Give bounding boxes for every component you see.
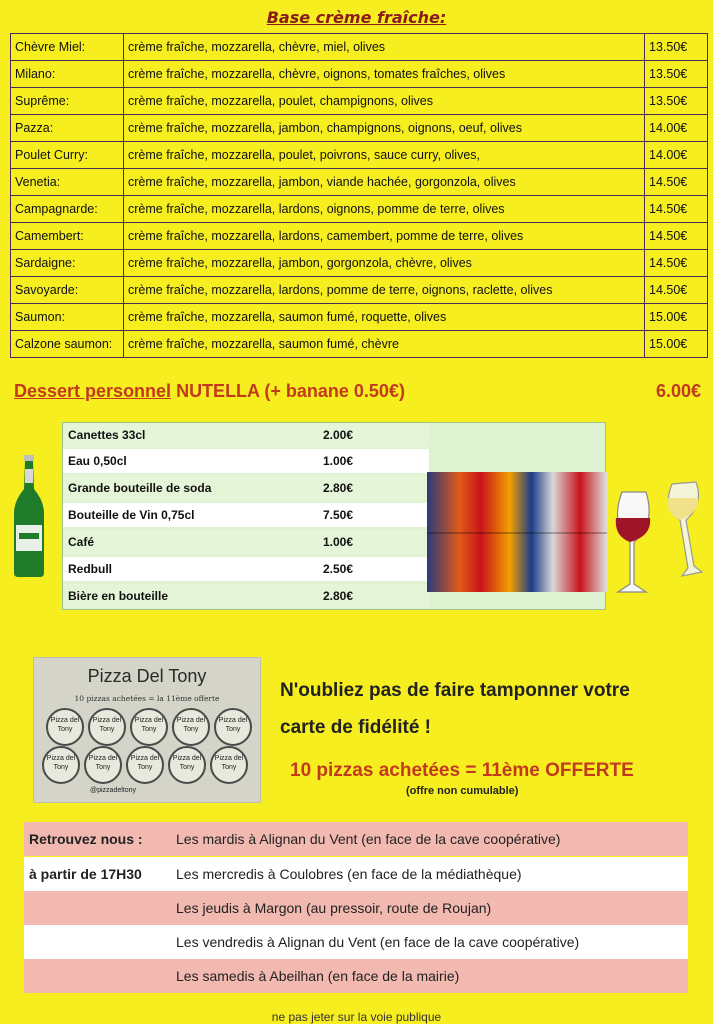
pizza-name: Campagnarde: xyxy=(11,196,124,223)
pizza-ingredients: crème fraîche, mozzarella, lardons, pomme de terre, oignons, raclette, olives xyxy=(124,277,645,304)
schedule-day: Les mercredis à Coulobres (en face de la médiathèque) xyxy=(176,866,522,882)
table-row xyxy=(24,925,688,959)
pizza-price: 14.00€ xyxy=(645,142,708,169)
pizza-name: Pazza: xyxy=(11,115,124,142)
pizza-price: 13.50€ xyxy=(645,88,708,115)
drink-name: Café xyxy=(68,535,95,549)
pizza-price: 13.50€ xyxy=(645,61,708,88)
pizza-price: 14.50€ xyxy=(645,223,708,250)
pizza-price: 14.50€ xyxy=(645,250,708,277)
table-row xyxy=(11,88,708,115)
dessert-label xyxy=(14,381,405,402)
stamp-icon: Pizza del Tony xyxy=(214,708,252,746)
pizza-ingredients: crème fraîche, mozzarella, poulet, champignons, olives xyxy=(124,88,645,115)
table-row xyxy=(63,449,429,473)
table-row xyxy=(63,503,429,527)
schedule-day: Les jeudis à Margon (au pressoir, route de Roujan) xyxy=(176,900,492,916)
loyalty-offer: 10 pizzas achetées = 11ème OFFERTE xyxy=(290,760,634,781)
schedule-time: à partir de 17H30 xyxy=(29,866,142,882)
drink-price: 7.50€ xyxy=(323,508,354,522)
pizza-ingredients: crème fraîche, mozzarella, jambon, gorgonzola, chèvre, olives xyxy=(124,250,645,277)
schedule-intro: Retrouvez nous : xyxy=(29,831,143,847)
pizza-ingredients: crème fraîche, mozzarella, lardons, oignons, pomme de terre, olives xyxy=(124,196,645,223)
stamp-icon: Pizza del Tony xyxy=(84,746,122,784)
drink-price: 1.00€ xyxy=(323,454,354,468)
pizza-table xyxy=(10,33,708,358)
table-row xyxy=(63,476,429,500)
soda-cans-image xyxy=(427,472,607,592)
drink-name: Bouteille de Vin 0,75cl xyxy=(68,508,195,522)
table-row xyxy=(11,61,708,88)
pizza-price: 14.50€ xyxy=(645,277,708,304)
table-row xyxy=(11,34,708,61)
stamp-icon: Pizza del Tony xyxy=(168,746,206,784)
pizza-price: 14.50€ xyxy=(645,169,708,196)
pizza-name: Camembert: xyxy=(11,223,124,250)
pizza-name: Chèvre Miel: xyxy=(11,34,124,61)
schedule-day: Les mardis à Alignan du Vent (en face de la cave coopérative) xyxy=(176,831,561,847)
pizza-ingredients: crème fraîche, mozzarella, jambon, viande hachée, gorgonzola, olives xyxy=(124,169,645,196)
pizza-name: Calzone saumon: xyxy=(11,331,124,358)
table-row xyxy=(11,250,708,277)
drink-name: Grande bouteille de soda xyxy=(68,481,212,495)
table-row xyxy=(11,169,708,196)
section-title: Base crème fraîche: xyxy=(266,8,447,27)
pizza-price: 13.50€ xyxy=(645,34,708,61)
pizza-price: 14.00€ xyxy=(645,115,708,142)
pizza-name: Milano: xyxy=(11,61,124,88)
drink-price: 2.80€ xyxy=(323,481,354,495)
pizza-ingredients: crème fraîche, mozzarella, chèvre, miel, olives xyxy=(124,34,645,61)
stamp-icon: Pizza del Tony xyxy=(46,708,84,746)
loyalty-card xyxy=(33,657,261,803)
stamp-icon: Pizza del Tony xyxy=(42,746,80,784)
table-row xyxy=(11,196,708,223)
table-row xyxy=(11,277,708,304)
pizza-price: 15.00€ xyxy=(645,304,708,331)
drink-price: 2.80€ xyxy=(323,589,354,603)
table-row xyxy=(24,959,688,993)
table-row xyxy=(63,530,429,554)
schedule-day: Les samedis à Abeilhan (en face de la mairie) xyxy=(176,968,460,984)
table-row xyxy=(11,304,708,331)
pizza-price: 15.00€ xyxy=(645,331,708,358)
drink-name: Redbull xyxy=(68,562,112,576)
drink-price: 1.00€ xyxy=(323,535,354,549)
drink-name: Canettes 33cl xyxy=(68,428,146,442)
table-row xyxy=(63,557,429,581)
stamp-icon: Pizza del Tony xyxy=(210,746,248,784)
table-row xyxy=(24,822,688,856)
pizza-ingredients: crème fraîche, mozzarella, poulet, poivrons, sauce curry, olives, xyxy=(124,142,645,169)
table-row xyxy=(11,223,708,250)
drink-price: 2.00€ xyxy=(323,428,354,442)
loyalty-line-2: carte de fidélité ! xyxy=(280,717,431,738)
stamp-icon: Pizza del Tony xyxy=(88,708,126,746)
table-row xyxy=(11,331,708,358)
card-subtitle: 10 pizzas achetées = la 11ème offerte xyxy=(74,694,220,703)
table-row xyxy=(11,115,708,142)
pizza-name: Saumon: xyxy=(11,304,124,331)
pizza-name: Sardaigne: xyxy=(11,250,124,277)
pizza-ingredients: crème fraîche, mozzarella, chèvre, oignons, tomates fraîches, olives xyxy=(124,61,645,88)
pizza-name: Poulet Curry: xyxy=(11,142,124,169)
pizza-ingredients: crème fraîche, mozzarella, jambon, champignons, oignons, oeuf, olives xyxy=(124,115,645,142)
beer-bottle-icon xyxy=(10,453,48,579)
stamp-icon: Pizza del Tony xyxy=(172,708,210,746)
pizza-price: 14.50€ xyxy=(645,196,708,223)
table-row xyxy=(63,423,429,447)
footer-note: ne pas jeter sur la voie publique xyxy=(271,1010,442,1024)
pizza-name: Venetia: xyxy=(11,169,124,196)
table-row xyxy=(11,142,708,169)
table-row xyxy=(24,891,688,925)
loyalty-note: (offre non cumulable) xyxy=(406,785,519,797)
table-row xyxy=(24,857,688,891)
schedule-table xyxy=(24,822,688,993)
pizza-ingredients: crème fraîche, mozzarella, lardons, camembert, pomme de terre, olives xyxy=(124,223,645,250)
wine-glasses-icon xyxy=(600,480,713,600)
schedule-day: Les vendredis à Alignan du Vent (en face de la cave coopérative) xyxy=(176,934,580,950)
drink-name: Bière en bouteille xyxy=(68,589,169,603)
loyalty-line-1: N'oubliez pas de faire tamponner votre xyxy=(280,680,630,701)
pizza-name: Suprême: xyxy=(11,88,124,115)
drink-price: 2.50€ xyxy=(323,562,354,576)
card-social: @pizzadeltony xyxy=(90,787,137,794)
table-row xyxy=(63,584,429,608)
stamp-icon: Pizza del Tony xyxy=(126,746,164,784)
drink-name: Eau 0,50cl xyxy=(68,454,127,468)
dessert-label-rest: NUTELLA (+ banane 0.50€) xyxy=(171,381,405,401)
stamp-icon: Pizza del Tony xyxy=(130,708,168,746)
pizza-ingredients: crème fraîche, mozzarella, saumon fumé, chèvre xyxy=(124,331,645,358)
pizza-name: Savoyarde: xyxy=(11,277,124,304)
card-title: Pizza Del Tony xyxy=(87,666,207,686)
dessert-label-underlined: Dessert personnel xyxy=(14,381,172,401)
pizza-ingredients: crème fraîche, mozzarella, saumon fumé, roquette, olives xyxy=(124,304,645,331)
dessert-price: 6.00€ xyxy=(655,381,701,401)
